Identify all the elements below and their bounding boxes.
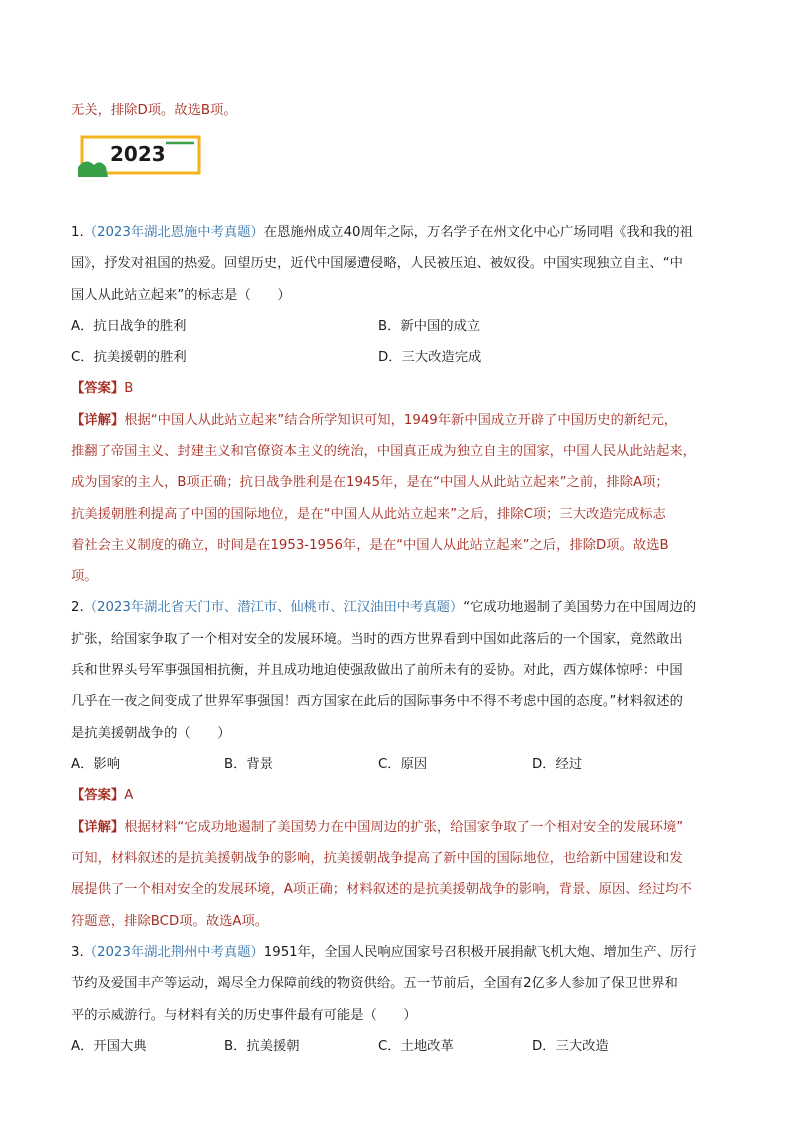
q2-detail-line-2: 可知，材料叙述的是抗美援朝战争的影响，抗美援朝战争提高了新中国的国际地位，也给新中国建设和发 — [71, 851, 683, 866]
q3-source: （2023年湖北荆州中考真题） — [83, 945, 264, 960]
q2-stem-line-2: 扩张，给国家争取了一个相对安全的发展环境。当时的西方世界看到中国如此落后的一个国家，竟然敢出 — [71, 632, 683, 647]
q1-answer: 【答案】B — [71, 381, 134, 396]
q1-source: （2023年湖北恩施中考真题） — [83, 225, 264, 240]
q2-answer: 【答案】A — [71, 788, 134, 803]
q1-detail-line-2: 推翻了帝国主义、封建主义和官僚资本主义的统治，中国真正成为独立自主的国家，中国人民从此站起来， — [71, 444, 696, 459]
q1-option-c: C．抗美援朝的胜利 — [71, 350, 187, 365]
q2-source: （2023年湖北省天门市、潜江市、仙桃市、江汉油田中考真题） — [83, 600, 464, 615]
q2-stem-line-3: 兵和世界头号军事强国相抗衡，并且成功地迫使强敌做出了前所未有的妥协。对此，西方媒体惊呼：中国 — [71, 663, 683, 678]
q3-stem-line-2: 节约及爱国丰产等运动，竭尽全力保障前线的物资供给。五一节前后，全国有2亿多人参加了保卫世界和 — [71, 976, 678, 991]
q2-stem-line-4: 几乎在一夜之间变成了世界军事强国！西方国家在此后的国际事务中不得不考虑中国的态度。”材料叙述的 — [71, 694, 683, 709]
q2-option-d: D．经过 — [532, 757, 583, 772]
q2-option-a: A．影响 — [71, 757, 120, 772]
q2-stem-line-1: 2.（2023年湖北省天门市、潜江市、仙桃市、江汉油田中考真题）“它成功地遏制了美国势力在中国周边的 — [71, 600, 697, 615]
year-badge-label: 2023 — [110, 142, 166, 166]
q1-detail-line-1: 【详解】根据“中国人从此站立起来”结合所学知识可知，1949年新中国成立开辟了中国历史的新纪元， — [71, 413, 678, 428]
q2-detail-line-1: 【详解】根据材料“它成功地遏制了美国势力在中国周边的扩张，给国家争取了一个相对安全的发展环境” — [71, 820, 684, 835]
q2-stem-line-5: 是抗美援朝战争的（ ） — [71, 726, 231, 741]
q1-option-a: A．抗日战争的胜利 — [71, 319, 187, 334]
q2-option-c: C．原因 — [378, 757, 428, 772]
year-badge — [78, 135, 202, 177]
q3-option-d: D．三大改造 — [532, 1039, 609, 1054]
previous-answer-tail: 无关，排除D项。故选B项。 — [71, 103, 237, 118]
q3-option-c: C．土地改革 — [378, 1039, 454, 1054]
q1-detail-line-5: 着社会主义制度的确立，时间是在1953-1956年，是在“中国人从此站立起来”之后，排除D项。故选B — [71, 538, 669, 553]
q3-stem-line-3: 平的示威游行。与材料有关的历史事件最有可能是（ ） — [71, 1008, 417, 1023]
q1-stem-line-1: 1.（2023年湖北恩施中考真题）在恩施州成立40周年之际，万名学子在州文化中心广场同唱《我和我的祖 — [71, 225, 693, 240]
q1-stem-line-3: 国人从此站立起来”的标志是（ ） — [71, 288, 291, 303]
q1-detail-line-6: 项。 — [71, 569, 98, 584]
q3-option-a: A．开国大典 — [71, 1039, 147, 1054]
q2-option-b: B．背景 — [224, 757, 274, 772]
q1-detail-line-3: 成为国家的主人，B项正确；抗日战争胜利是在1945年，是在“中国人从此站立起来”之前，排除A项； — [71, 475, 669, 490]
q1-stem-line-2: 国》，抒发对祖国的热爱。回望历史，近代中国屡遭侵略，人民被压迫、被奴役。中国实现独立自主、“中 — [71, 256, 683, 271]
q1-detail-line-4: 抗美援朝胜利提高了中国的国际地位，是在“中国人从此站立起来”之后，排除C项；三大改造完成标志 — [71, 507, 666, 522]
q1-option-d: D．三大改造完成 — [378, 350, 482, 365]
q2-detail-line-3: 展提供了一个相对安全的发展环境，A项正确；材料叙述的是抗美援朝战争的影响，背景、原因、经过均不 — [71, 882, 692, 897]
q3-option-b: B．抗美援朝 — [224, 1039, 300, 1054]
q1-option-b: B．新中国的成立 — [378, 319, 481, 334]
q3-stem-line-1: 3.（2023年湖北荆州中考真题）1951年，全国人民响应国家号召积极开展捐献飞机大炮、增加生产、厉行 — [71, 945, 697, 960]
q2-detail-line-4: 符题意，排除BCD项。故选A项。 — [71, 914, 269, 929]
